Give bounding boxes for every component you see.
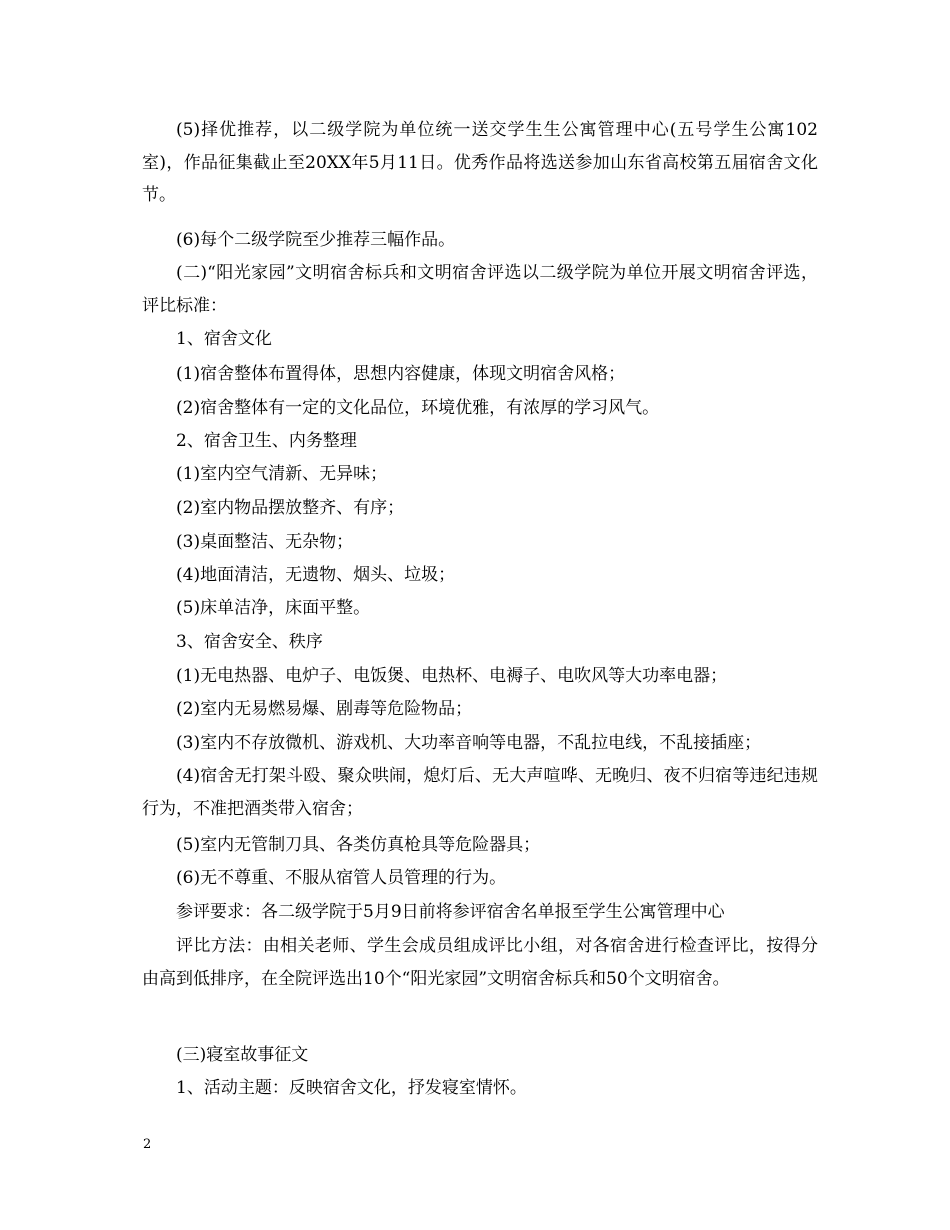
- paragraph-participation-requirements: 参评要求：各二级学院于5月9日前将参评宿舍名单报至学生公寓管理中心: [176, 902, 725, 922]
- paragraph-hygiene-item-5: (5)床单洁净，床面平整。: [176, 598, 371, 618]
- paragraph-activity-theme: 1、活动主题：反映宿舍文化，抒发寝室情怀。: [176, 1078, 527, 1098]
- paragraph-safety-heading: 3、宿舍安全、秩序: [176, 632, 323, 652]
- paragraph-hygiene-item-1: (1)室内空气清新、无异味；: [176, 464, 388, 484]
- paragraph-recommend-submission: (5)择优推荐，以二级学院为单位统一送交学生生公寓管理中心(五号学生公寓102室)，作品征集截止至20XX年5月11日。优秀作品将选送参加山东省高校第五届宿舍文化节。: [142, 120, 818, 206]
- paragraph-safety-item-4: (4)宿舍无打架斗殴、聚众哄闹，熄灯后、无大声喧哗、无晚归、夜不归宿等违纪违规行为，不准把酒类带入宿舍；: [142, 766, 818, 819]
- paragraph-section-two-heading: (二)“阳光家园”文明宿舍标兵和文明宿舍评选以二级学院为单位开展文明宿舍评选，评比标准：: [142, 263, 818, 316]
- paragraph-hygiene-item-2: (2)室内物品摆放整齐、有序；: [176, 498, 405, 518]
- paragraph-safety-item-6: (6)无不尊重、不服从宿管人员管理的行为。: [176, 868, 507, 888]
- paragraph-hygiene-item-3: (3)桌面整洁、无杂物；: [176, 532, 354, 552]
- paragraph-safety-item-2: (2)室内无易燃易爆、剧毒等危险物品；: [176, 699, 473, 719]
- paragraph-hygiene-heading: 2、宿舍卫生、内务整理: [176, 431, 357, 451]
- paragraph-safety-item-3: (3)室内不存放微机、游戏机、大功率音响等电器，不乱拉电线，不乱接插座；: [176, 733, 762, 753]
- paragraph-safety-item-1: (1)无电热器、电炉子、电饭煲、电热杯、电褥子、电吹风等大功率电器；: [176, 666, 728, 686]
- paragraph-dorm-culture: 1、宿舍文化: [176, 329, 272, 349]
- paragraph-three-works: (6)每个二级学院至少推荐三幅作品。: [176, 230, 456, 250]
- paragraph-evaluation-method: 评比方法：由相关老师、学生会成员组成评比小组，对各宿舍进行检查评比，按得分由高到低排序，在全院评选出10个“阳光家园”文明宿舍标兵和50个文明宿舍。: [142, 936, 818, 989]
- paragraph-safety-item-5: (5)室内无管制刀具、各类仿真枪具等危险器具；: [176, 835, 541, 855]
- page-number: 2: [143, 1137, 152, 1152]
- paragraph-section-three-heading: (三)寝室故事征文: [176, 1045, 309, 1065]
- paragraph-culture-item-1: (1)宿舍整体布置得体，思想内容健康，体现文明宿舍风格；: [176, 364, 626, 384]
- paragraph-hygiene-item-4: (4)地面清洁，无遗物、烟头、垃圾；: [176, 565, 456, 585]
- paragraph-culture-item-2: (2)宿舍整体有一定的文化品位，环境优雅，有浓厚的学习风气。: [176, 398, 660, 418]
